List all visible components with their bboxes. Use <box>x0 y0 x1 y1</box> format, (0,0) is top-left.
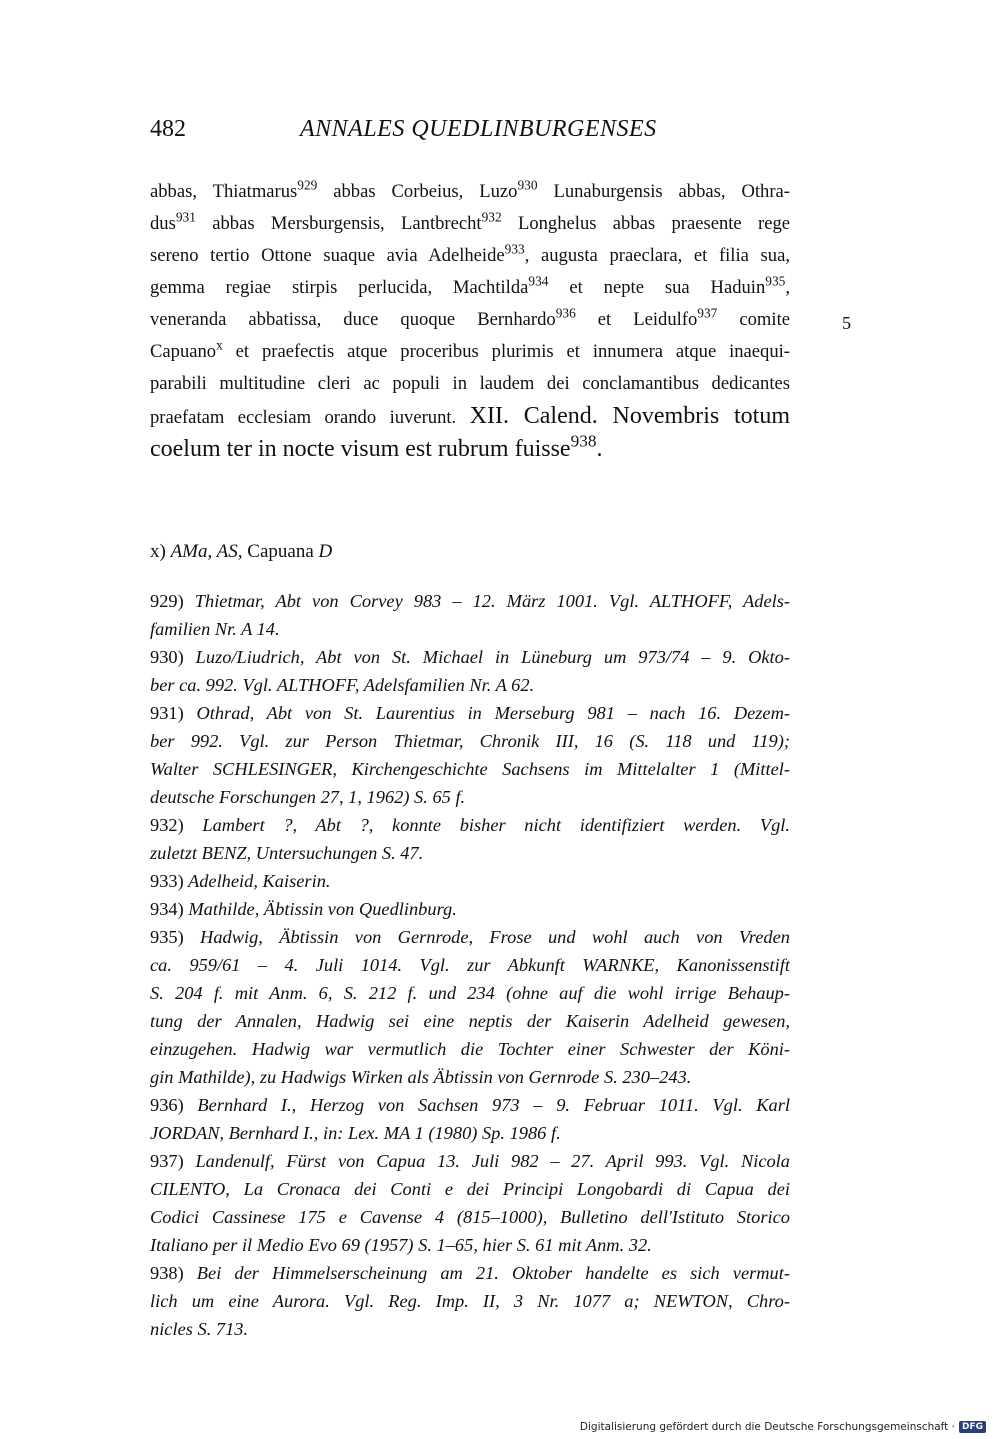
footnote-line: einzugehen. Hadwig war vermutlich die Tochter einer Schwester der Köni- <box>150 1039 790 1059</box>
footnote-line: 930) Luzo/Liudrich, Abt von St. Michael in Lüneburg um 973/74 – 9. Okto- <box>150 647 790 667</box>
main-line: sereno tertio Ottone suaque avia Adelheide$^{933}$, augusta praeclara, et filia sua, <box>150 241 790 266</box>
footnote-line: 936) Bernhard I., Herzog von Sachsen 973 – 9. Februar 1011. Vgl. Karl <box>150 1095 790 1115</box>
running-title: ANNALES QUEDLINBURGENSES <box>300 116 657 142</box>
footnote <box>150 643 790 699</box>
footnotes <box>150 587 790 1343</box>
footnote-line: zuletzt BENZ, Untersuchungen S. 47. <box>150 843 424 863</box>
footnote <box>150 587 790 643</box>
footnote <box>150 895 790 923</box>
footnote-line: ca. 959/61 – 4. Juli 1014. Vgl. zur Abkunft WARNKE, Kanonissenstift <box>150 955 790 975</box>
footnote-line: 929) Thietmar, Abt von Corvey 983 – 12. März 1001. Vgl. ALTHOFF, Adels- <box>150 591 790 611</box>
footnote <box>150 1259 790 1343</box>
footnote <box>150 867 790 895</box>
variant-reading: Capuana <box>247 541 314 562</box>
main-text <box>150 176 790 466</box>
footnote-line: 932) Lambert ?, Abt ?, konnte bisher nicht identifiziert werden. Vgl. <box>150 815 790 835</box>
margin-line-number: 5 <box>842 313 851 333</box>
dfg-logo: DFG <box>959 1421 986 1433</box>
footnote-line: deutsche Forschungen 27, 1, 1962) S. 65 f. <box>150 787 466 807</box>
variant-siglum: D <box>318 541 333 562</box>
funding-footer <box>580 1421 986 1433</box>
main-line: abbas, Thiatmarus$^{929}$ abbas Corbeius, Luzo$^{930}$ Lunaburgensis abbas, Othra- <box>150 177 790 202</box>
variant-label: x) <box>150 541 166 562</box>
main-line: gemma regiae stirpis perlucida, Machtilda$^{934}$ et nepte sua Haduin$^{935}$, <box>150 273 790 298</box>
footnote-line: CILENTO, La Cronaca dei Conti e dei Principi Longobardi di Capua dei <box>150 1179 790 1199</box>
footnote <box>150 1091 790 1147</box>
footnote-line: gin Mathilde), zu Hadwigs Wirken als Äbtissin von Gernrode S. 230–243. <box>150 1067 692 1087</box>
main-line: veneranda abbatissa, duce quoque Bernhardo$^{936}$ et Leidulfo$^{937}$ comite <box>150 305 790 330</box>
main-line: parabili multitudine cleri ac populi in laudem dei conclamantibus dedicantes <box>150 373 790 394</box>
footnote <box>150 811 790 867</box>
footnote-line: 938) Bei der Himmelserscheinung am 21. Oktober handelte es sich vermut- <box>150 1263 790 1283</box>
footnote-line: 931) Othrad, Abt von St. Laurentius in Merseburg 981 – nach 16. Dezem- <box>150 703 790 723</box>
footnote-line: Italiano per il Medio Evo 69 (1957) S. 1–65, hier S. 61 mit Anm. 32. <box>150 1235 652 1255</box>
main-line: Capuano$^x$ et praefectis atque proceribus plurimis et innumera atque inaequi- <box>150 337 790 362</box>
footnote-line: Codici Cassinese 175 e Cavense 4 (815–1000), Bulletino dell'Istituto Storico <box>150 1207 790 1227</box>
footnote-line: 935) Hadwig, Äbtissin von Gernrode, Frose und wohl auch von Vreden <box>150 927 790 947</box>
footnote-line: JORDAN, Bernhard I., in: Lex. MA 1 (1980) Sp. 1986 f. <box>150 1123 561 1143</box>
page-header <box>150 116 790 150</box>
footnote-line: nicles S. 713. <box>150 1319 249 1339</box>
footnote-line: lich um eine Aurora. Vgl. Reg. Imp. II, 3 Nr. 1077 a; NEWTON, Chro- <box>150 1291 790 1311</box>
main-line: praefatam ecclesiam orando iuverunt. XII. Calend. Novembris totum <box>150 403 790 429</box>
footnote-line: S. 204 f. mit Anm. 6, S. 212 f. und 234 (ohne auf die wohl irrige Behaup- <box>150 983 790 1003</box>
footnote-line: 937) Landenulf, Fürst von Capua 13. Juli 982 – 27. April 993. Vgl. Nicola <box>150 1151 790 1171</box>
footnote-line: tung der Annalen, Hadwig sei eine neptis der Kaiserin Adelheid gewesen, <box>150 1011 790 1031</box>
page-number: 482 <box>150 116 186 142</box>
footnote-line: 934) Mathilde, Äbtissin von Quedlinburg. <box>150 899 457 919</box>
main-line: coelum ter in nocte visum est rubrum fuisse$^{938}$. <box>150 431 603 462</box>
variant-apparatus <box>150 538 790 566</box>
funding-text: Digitalisierung gefördert durch die Deutsche Forschungsgemeinschaft · <box>579 1421 955 1433</box>
footnote-line: 933) Adelheid, Kaiserin. <box>150 871 331 891</box>
footnote-line: ber 992. Vgl. zur Person Thietmar, Chronik III, 16 (S. 118 und 119); <box>150 731 790 751</box>
variant-sources: AMa, AS, <box>170 541 243 562</box>
footnote <box>150 1147 790 1259</box>
footnote-line: familien Nr. A 14. <box>150 619 280 639</box>
footnote-line: ber ca. 992. Vgl. ALTHOFF, Adelsfamilien Nr. A 62. <box>150 675 535 695</box>
main-line: dus$^{931}$ abbas Mersburgensis, Lantbrecht$^{932}$ Longhelus abbas praesente rege <box>150 209 791 234</box>
footnote <box>150 923 790 1091</box>
footnote-line: Walter SCHLESINGER, Kirchengeschichte Sachsens im Mittelalter 1 (Mittel- <box>150 759 790 779</box>
footnote <box>150 699 790 811</box>
